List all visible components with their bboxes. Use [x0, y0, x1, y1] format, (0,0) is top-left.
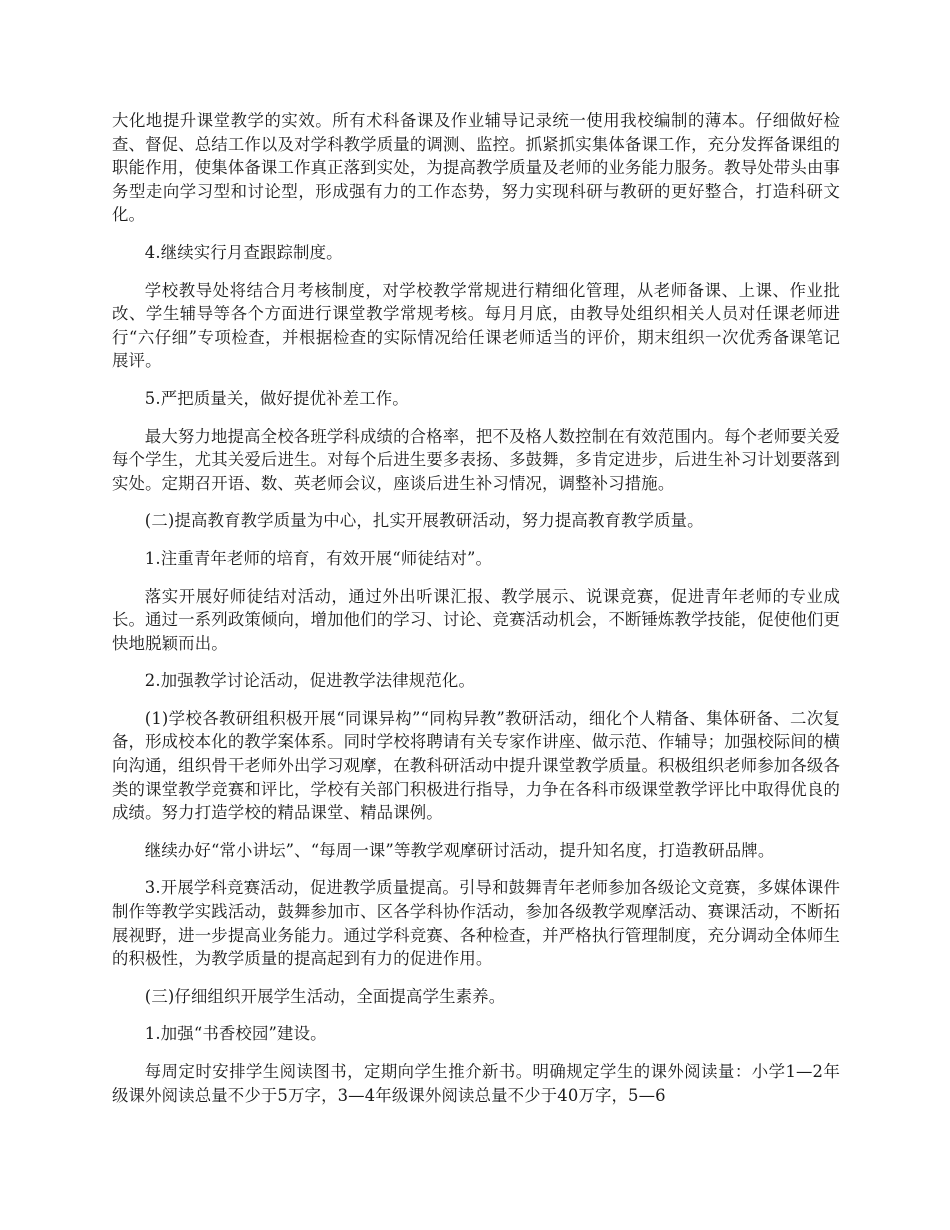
document-page — [112, 109, 840, 1121]
paragraph-forum: 继续办好“常小讲坛”、“每周一课”等教学观摩研讨活动，提升知名度，打造教研品牌。 — [144, 840, 775, 860]
paragraph-young-teachers: 落实开展好师徒结对活动，通过外出听课汇报、教学展示、说课竞赛，促进青年老师的专业成长。通过一系列政策倾向，增加他们的学习、讨论、竞赛活动机会，不断锤炼教学技能，促使他们更快地脱颖而出。 — [112, 586, 840, 653]
paragraph-1: 大化地提升课堂教学的实效。所有术科备课及作业辅导记录统一使用我校编制的薄本。仔细做好检查、督促、总结工作以及对学科教学质量的调测、监控。抓紧抓实集体备课工作，充分发挥备课组的职能作用，使集体备课工作真正落到实处，为提高教学质量及老师的业务能力服务。教导处带头由事务型走向学习型和讨论型，形成强有力的工作态势，努力实现科研与教研的更好整合，打造科研文化。 — [112, 111, 840, 225]
paragraph-reading: 每周定时安排学生阅读图书，定期向学生推介新书。明确规定学生的课外阅读量：小学1—2年级课外阅读总量不少于5万字，3—4年级课外阅读总量不少于40万字，5—6 — [112, 1062, 840, 1105]
heading-5-quality-control: 5.严把质量关，做好提优补差工作。 — [144, 388, 409, 408]
paragraph-monthly-check: 学校教导处将结合月考核制度，对学校教学常规进行精细化管理，从老师备课、上课、作业批改、学生辅导等各个方面进行课堂教学常规考核。每月月底，由教导处组织相关人员对任课老师进行“六仔细”专项检查，并根据检查的实际情况给任课老师适当的评价，期末组织一次优秀备课笔记展评。 — [112, 280, 840, 371]
heading-1-young-teachers: 1.注重青年老师的培育，有效开展“师徒结对”。 — [144, 548, 493, 568]
heading-2-teaching-research: 2.加强教学讨论活动，促进教学法律规范化。 — [144, 671, 476, 691]
heading-4-monthly-check: 4.继续实行月查跟踪制度。 — [144, 242, 343, 262]
paragraph-teaching-research: (1)学校各教研组积极开展“同课异构”“同构异教”教研活动，细化个人精备、集体研备、二次复备，形成校本化的教学案体系。同时学校将聘请有关专家作讲座、做示范、作辅导；加强校际间的横向沟通，组织骨干老师外出学习观摩，在教科研活动中提升课堂教学质量。积极组织老师参加各级各类的课堂教学竞赛和评比，学校有关部门积极进行指导，力争在各科市级课堂教学评比中取得优良的成绩。努力打造学校的精品课堂、精品课例。 — [112, 708, 840, 823]
heading-1-reading-campus: 1.加强“书香校园”建设。 — [144, 1024, 327, 1044]
paragraph-quality-control: 最大努力地提高全校各班学科成绩的合格率，把不及格人数控制在有效范围内。每个老师要关爱每个学生，尤其关爱后进生。对每个后进生要多表扬、多鼓舞，多肯定进步，后进生补习计划要落到实处。定期召开语、数、英老师会议，座谈后进生补习情况，调整补习措施。 — [112, 426, 840, 493]
heading-section-3: (三)仔细组织开展学生活动，全面提高学生素养。 — [144, 986, 506, 1006]
paragraph-3-competitions: 3.开展学科竞赛活动，促进教学质量提高。引导和鼓舞青年老师参加各级论文竞赛，多媒体课件制作等教学实践活动，鼓舞参加市、区各学科协作活动，参加各级教学观摩活动、赛课活动，不断拓展视野，进一步提高业务能力。通过学科竞赛、各种检查，并严格执行管理制度，充分调动全体师生的积极性，为教学质量的提高起到有力的促进作用。 — [112, 878, 840, 969]
heading-section-2: (二)提高教育教学质量为中心，扎实开展教研活动，努力提高教育教学质量。 — [144, 511, 704, 531]
